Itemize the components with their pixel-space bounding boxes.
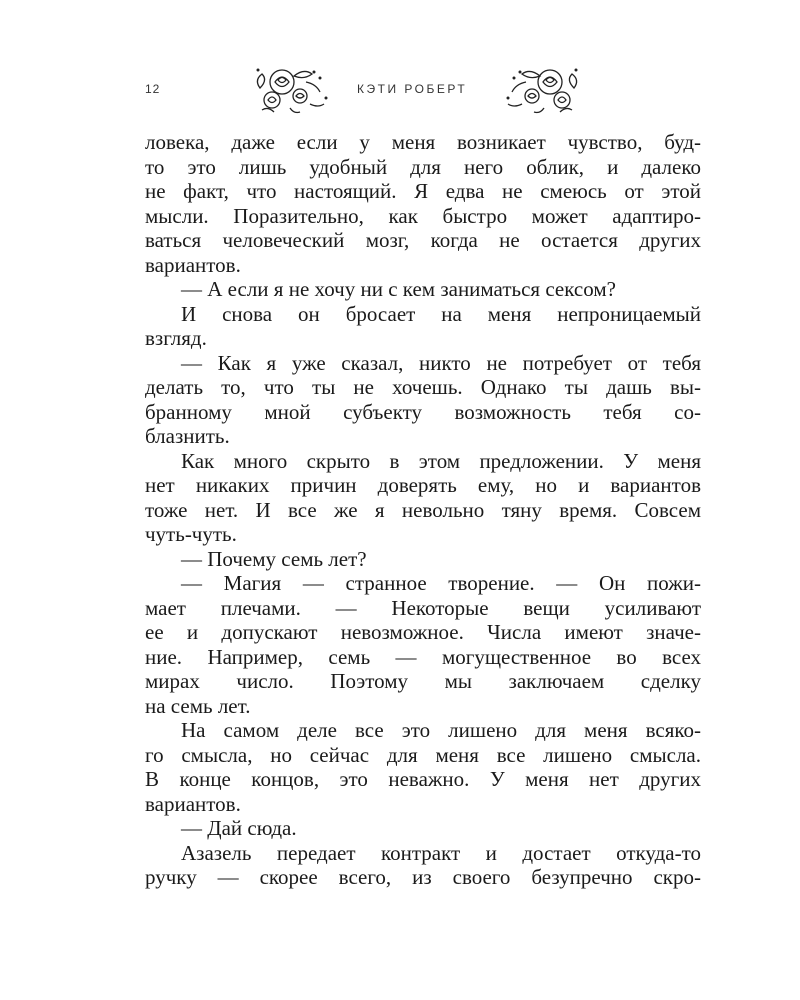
text-line: то это лишь удобный для него облик, и далеко bbox=[145, 154, 701, 179]
text-line: на семь лет. bbox=[145, 693, 251, 718]
text-line: ручку — скорее всего, из своего безупречно скро- bbox=[145, 865, 701, 889]
text-line: делать то, что ты не хочешь. Однако ты дашь вы- bbox=[145, 375, 701, 399]
text-line: — Почему семь лет? bbox=[181, 546, 367, 571]
rose-ornament-icon bbox=[500, 60, 584, 116]
text-line: ваться человеческий мозг, когда не остается других bbox=[145, 228, 701, 252]
text-line: мысли. Поразительно, как быстро может адаптиро- bbox=[145, 203, 701, 228]
text-line: ловека, даже если у меня возникает чувство, буд- bbox=[145, 130, 701, 154]
text-line: — Как я уже сказал, никто не потребует от тебя bbox=[181, 350, 701, 375]
text-line: взгляд. bbox=[145, 326, 207, 350]
rose-ornament-icon bbox=[250, 60, 334, 116]
body-text bbox=[145, 130, 701, 890]
text-line: вариантов. bbox=[145, 252, 241, 277]
text-line: Азазель передает контракт и достает откуда-то bbox=[181, 840, 701, 865]
text-line: И снова он бросает на меня непроницаемый bbox=[181, 301, 701, 326]
text-line: На самом деле все это лишено для меня всяко- bbox=[181, 718, 701, 742]
text-line: Как много скрыто в этом предложении. У меня bbox=[181, 448, 701, 473]
text-line: — А если я не хочу ни с кем заниматься сексом? bbox=[181, 277, 616, 301]
text-line: мает плечами. — Некоторые вещи усиливают bbox=[145, 595, 701, 620]
text-line: — Магия — странное творение. — Он пожи- bbox=[181, 571, 701, 595]
text-line: вариантов. bbox=[145, 791, 241, 816]
text-line: го смысла, но сейчас для меня все лишено смысла. bbox=[145, 742, 701, 767]
running-head bbox=[145, 60, 705, 120]
text-line: ее и допускают невозможное. Числа имеют значе- bbox=[145, 620, 701, 644]
text-line: тоже нет. И все же я невольно тяну время. Совсем bbox=[145, 497, 701, 522]
text-line: В конце концов, это неважно. У меня нет других bbox=[145, 767, 701, 791]
text-line: блазнить. bbox=[145, 424, 230, 448]
text-line: нет никаких причин доверять ему, но и вариантов bbox=[145, 473, 701, 497]
text-line: ние. Например, семь — могущественное во всех bbox=[145, 644, 701, 669]
text-line: не факт, что настоящий. Я едва не смеюсь от этой bbox=[145, 179, 701, 203]
text-line: бранному мной субъекту возможность тебя со- bbox=[145, 399, 701, 424]
text-line: — Дай сюда. bbox=[181, 816, 297, 840]
text-line: мирах число. Поэтому мы заключаем сделку bbox=[145, 669, 701, 693]
page-number: 12 bbox=[145, 82, 161, 96]
author-name: КЭТИ РОБЕРТ bbox=[357, 82, 468, 96]
text-line: чуть-чуть. bbox=[145, 522, 237, 546]
